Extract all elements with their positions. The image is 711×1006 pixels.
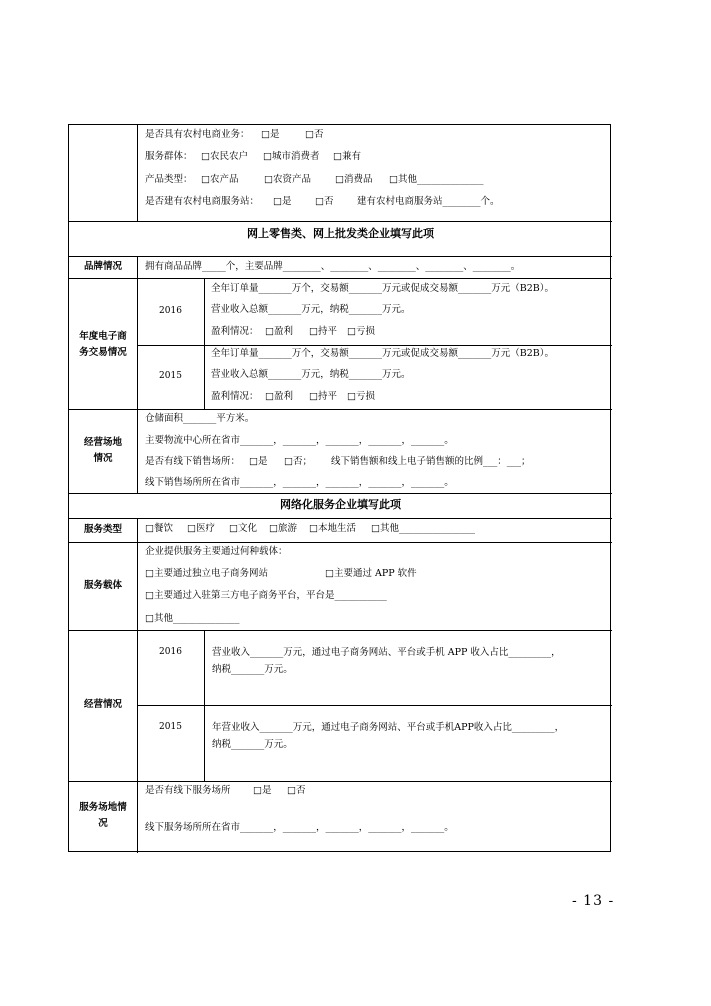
row-divider	[137, 705, 612, 706]
annual-2015-loss-checkbox[interactable]: □亏损	[347, 391, 375, 402]
page-number: - 13 -	[572, 893, 615, 909]
rural-q2-urban-checkbox[interactable]: □城市消费者	[263, 151, 320, 162]
rural-q1-yes-checkbox[interactable]: □是	[261, 129, 280, 140]
venue-label	[69, 435, 137, 467]
venue-line2: 主要物流中心所在省市_______，_______，_______，_______，_______。	[145, 435, 454, 446]
form-table	[68, 124, 611, 852]
rural-q3-consumer-checkbox[interactable]: □消费品	[335, 174, 373, 185]
venue-line3-b: 线下销售额和线上电子销售额的比例___：___；	[331, 456, 531, 467]
service-venue-label	[69, 800, 137, 832]
annual-2016-profit-checkbox[interactable]: □盈利	[265, 326, 293, 337]
row-divider	[69, 221, 612, 222]
rural-q4-yes-checkbox[interactable]: □是	[273, 196, 292, 207]
row-divider	[69, 493, 612, 494]
service-type-label: 服务类型	[83, 524, 122, 535]
rural-q1: 是否具有农村电商业务：	[145, 129, 250, 140]
service-type-culture-checkbox[interactable]: □文化	[229, 523, 257, 534]
service-venue-no-checkbox[interactable]: □否	[287, 785, 306, 796]
annual-2016-profit-label: 盈利情况：	[211, 326, 259, 337]
brand-text: 拥有商品品牌_____个，主要品牌________、________、________、________、________。	[145, 261, 521, 272]
label-divider	[137, 125, 138, 221]
operation-2016-line1: 营业收入_______万元，通过电子商务网站、平台或手机 APP 收入占比_________，	[212, 647, 561, 658]
operation-2016-line2: 纳税_______万元。	[212, 664, 293, 675]
label-divider	[137, 518, 138, 853]
service-type-food-checkbox[interactable]: □餐饮	[145, 523, 173, 534]
network-section-title: 网络化服务企业填写此项	[280, 498, 401, 511]
annual-label-line1: 年度电子商	[79, 331, 127, 342]
venue-offline-no-checkbox[interactable]: □否；	[284, 456, 312, 467]
year-divider	[204, 630, 205, 781]
operation-2015-line2: 纳税_______万元。	[212, 739, 293, 750]
brand-label: 品牌情况	[83, 261, 122, 272]
row-divider	[69, 781, 612, 782]
operation-label: 经营情况	[83, 699, 122, 710]
annual-2016-loss-checkbox[interactable]: □亏损	[347, 326, 375, 337]
annual-2015-profit-label: 盈利情况：	[211, 391, 259, 402]
annual-year-2015: 2015	[159, 371, 182, 381]
annual-2016-even-checkbox[interactable]: □持平	[309, 326, 337, 337]
service-venue-label-line1: 服务场地情	[79, 802, 127, 813]
retail-section-title: 网上零售类、网上批发类企业填写此项	[247, 227, 434, 240]
service-venue-line2: 线下服务场所所在省市_______，_______，_______，_______，_______。	[145, 822, 454, 833]
annual-year-2016: 2016	[159, 306, 182, 316]
annual-2015-even-checkbox[interactable]: □持平	[309, 391, 337, 402]
rural-q3-agrisupply-checkbox[interactable]: □农资产品	[264, 174, 311, 185]
carrier-app-checkbox[interactable]: □主要通过 APP 软件	[325, 568, 417, 579]
service-type-travel-checkbox[interactable]: □旅游	[269, 523, 297, 534]
rural-q2-both-checkbox[interactable]: □兼有	[333, 151, 361, 162]
operation-year-2016: 2016	[159, 647, 182, 657]
row-divider	[69, 278, 612, 279]
service-venue-yes-checkbox[interactable]: □是	[253, 785, 272, 796]
rural-q1-no-checkbox[interactable]: □否	[305, 129, 324, 140]
carrier-website-checkbox[interactable]: □主要通过独立电子商务网站	[145, 568, 268, 579]
row-divider	[69, 542, 612, 543]
rural-q3: 产品类型：	[145, 174, 193, 185]
rural-q4-no-checkbox[interactable]: □否	[315, 196, 334, 207]
service-type-other-checkbox[interactable]: □其他________________	[371, 523, 475, 534]
rural-q4: 是否建有农村电商服务站：	[145, 196, 260, 207]
operation-2015-line1: 年营业收入_______万元，通过电子商务网站、平台或手机APP收入占比_________，	[212, 722, 565, 733]
annual-2015-line2: 营业收入总额_______万元，纳税_______万元。	[211, 369, 411, 380]
rural-q2: 服务群体：	[145, 151, 193, 162]
annual-2015-line1: 全年订单量_______万个，交易额_______万元或促成交易额_______万元（B2B）。	[211, 348, 555, 359]
row-divider	[69, 518, 612, 519]
venue-line1: 仓储面积_______平方米。	[145, 413, 255, 424]
carrier-platform-checkbox[interactable]: □主要通过入驻第三方电子商务平台，平台是___________	[145, 590, 387, 601]
carrier-question: 企业提供服务主要通过何种载体：	[145, 546, 288, 557]
year-divider	[204, 278, 205, 409]
venue-label-line2: 情况	[93, 453, 113, 464]
rural-q3-other-checkbox[interactable]: □其他______________	[389, 174, 484, 185]
carrier-label: 服务载体	[83, 580, 122, 591]
service-venue-label-line2: 况	[98, 818, 108, 829]
rural-q4-tail: 建有农村电商服务站________个。	[357, 196, 500, 207]
annual-2016-line2: 营业收入总额_______万元，纳税_______万元。	[211, 304, 411, 315]
row-divider	[69, 630, 612, 631]
venue-line4: 线下销售场所所在省市_______，_______，_______，_______，_______。	[145, 477, 454, 488]
venue-offline-yes-checkbox[interactable]: □是	[249, 456, 268, 467]
carrier-other-checkbox[interactable]: □其他______________	[145, 613, 240, 624]
row-divider	[137, 345, 612, 346]
venue-line3-a: 是否有线下销售场所：	[145, 456, 241, 467]
service-type-local-checkbox[interactable]: □本地生活	[309, 523, 356, 534]
annual-2015-profit-checkbox[interactable]: □盈利	[265, 391, 293, 402]
rural-q2-farmers-checkbox[interactable]: □农民农户	[201, 151, 248, 162]
row-divider	[69, 256, 612, 257]
annual-label-line2: 务交易情况	[79, 347, 127, 358]
row-divider	[69, 409, 612, 410]
rural-q3-agri-checkbox[interactable]: □农产品	[201, 174, 239, 185]
venue-label-line1: 经营场地	[83, 437, 122, 448]
service-type-medical-checkbox[interactable]: □医疗	[187, 523, 215, 534]
operation-year-2015: 2015	[159, 722, 182, 732]
service-venue-question: 是否有线下服务场所	[145, 785, 231, 796]
annual-label	[69, 329, 137, 361]
annual-2016-line1: 全年订单量_______万个，交易额_______万元或促成交易额_______万元（B2B）。	[211, 283, 555, 294]
